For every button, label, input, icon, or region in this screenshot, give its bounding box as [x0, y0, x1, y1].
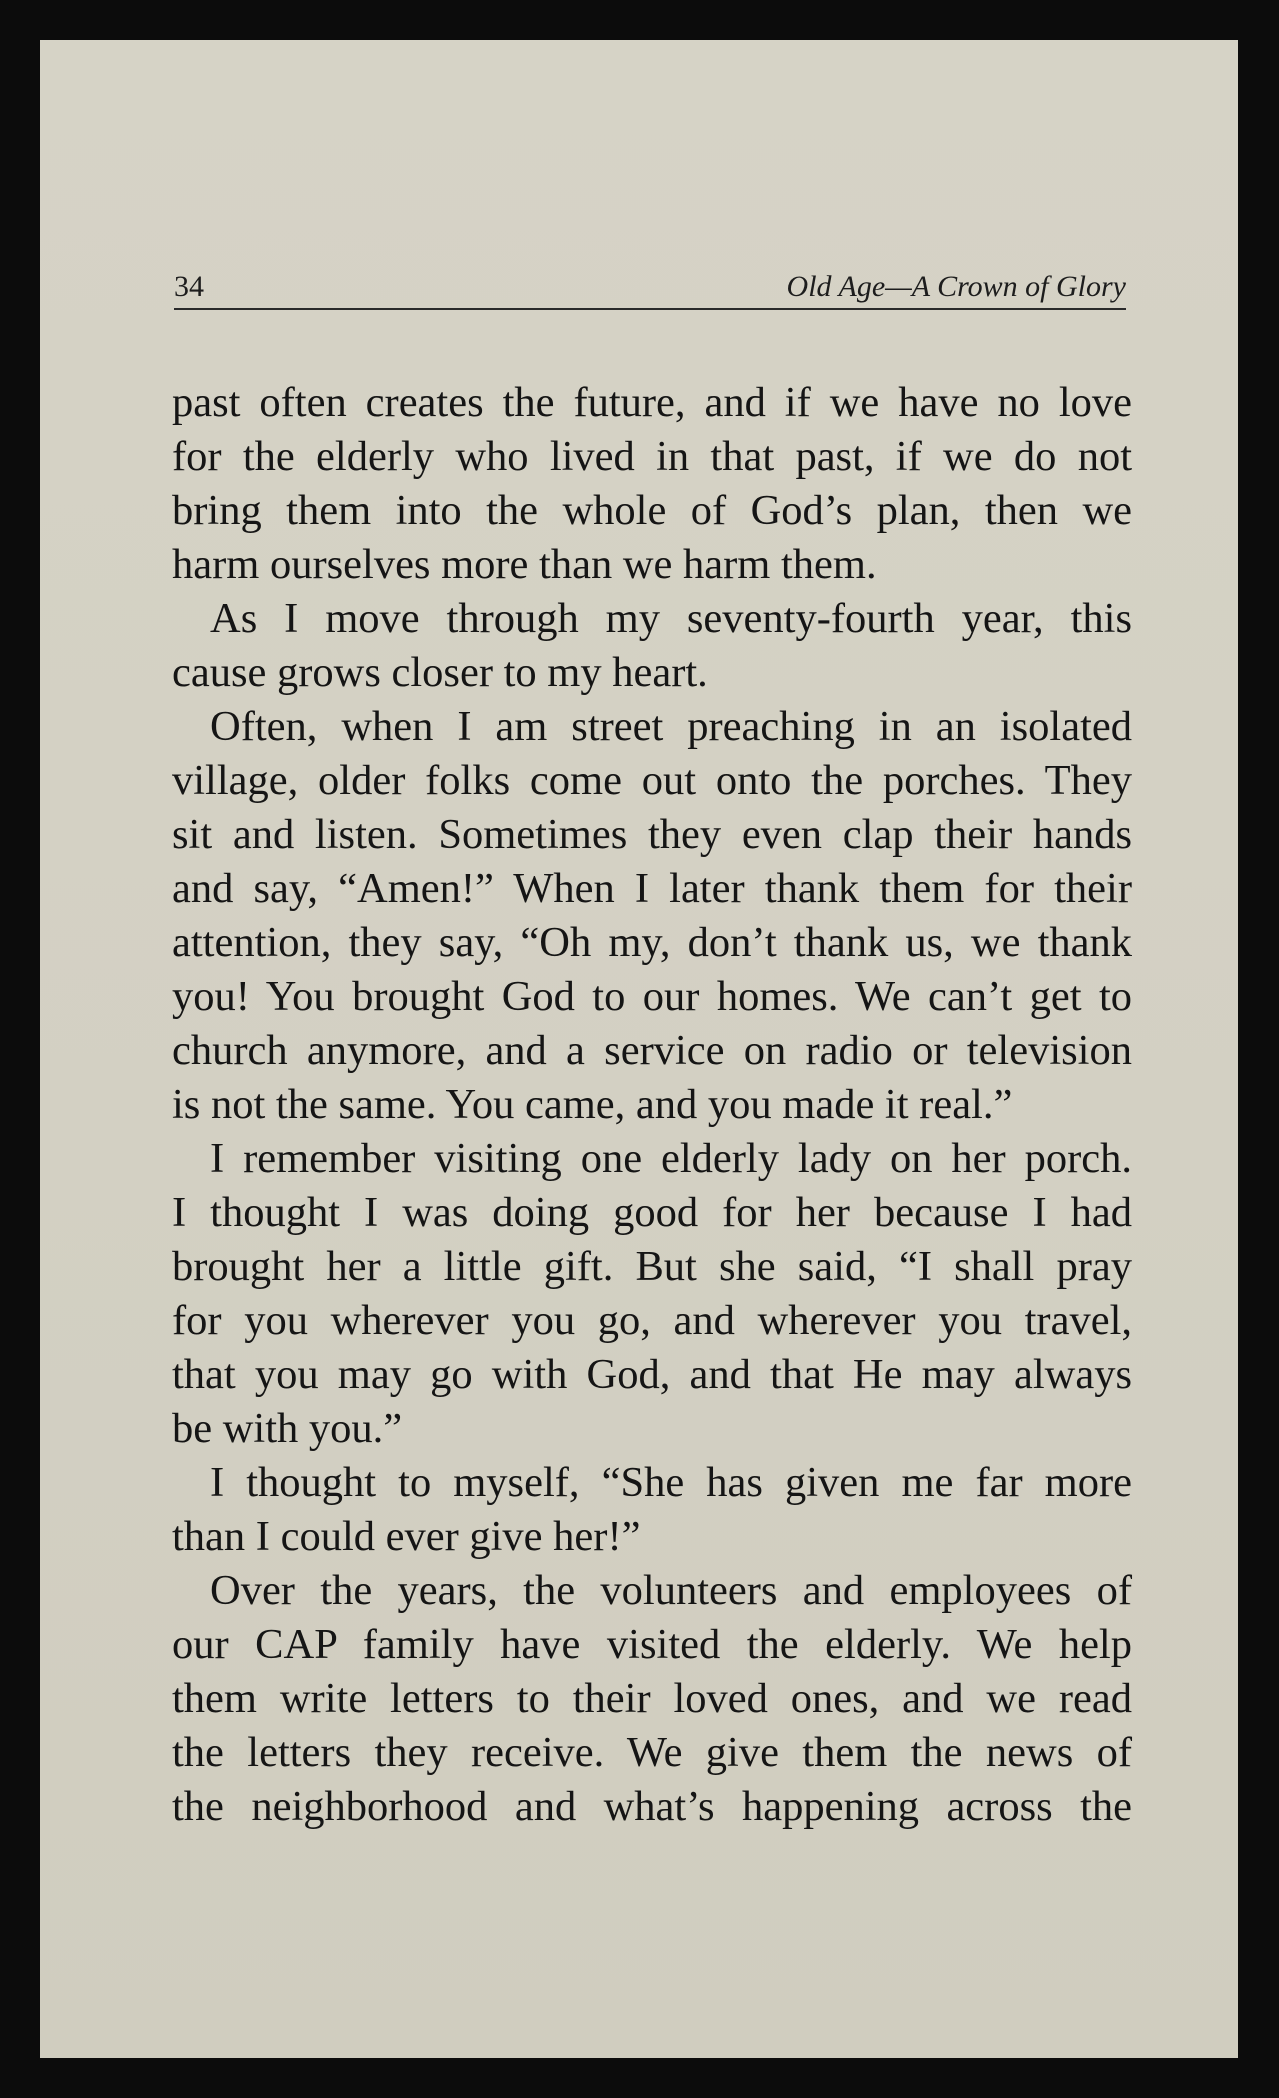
text-line: you! You brought God to our homes. We can’t get to — [172, 973, 1132, 1020]
text-line: the neighborhood and what’s happening across the — [172, 1783, 1132, 1830]
text-line: be with you.” — [172, 1405, 403, 1452]
page-header — [174, 264, 1126, 310]
text-line: village, older folks come out onto the porches. They — [172, 757, 1132, 804]
text-line: attention, they say, “Oh my, don’t thank us, we thank — [172, 919, 1132, 966]
text-line: that you may go with God, and that He may always — [172, 1351, 1132, 1398]
text-line: is not the same. You came, and you made it real.” — [172, 1081, 1013, 1128]
text-line: Often, when I am street preaching in an isolated — [210, 703, 1132, 750]
text-line: I thought I was doing good for her because I had — [172, 1189, 1132, 1236]
page-number: 34 — [174, 270, 204, 303]
text-line: for the elderly who lived in that past, if we do not — [172, 433, 1132, 480]
text-line: the letters they receive. We give them the news of — [172, 1729, 1132, 1776]
text-line: church anymore, and a service on radio or television — [172, 1027, 1132, 1074]
text-line: than I could ever give her!” — [172, 1513, 641, 1560]
body-text — [172, 376, 1132, 1834]
text-line: our CAP family have visited the elderly. We help — [172, 1621, 1132, 1668]
book-page — [40, 40, 1238, 2058]
text-line: Over the years, the volunteers and employees of — [210, 1567, 1132, 1614]
text-line: bring them into the whole of God’s plan, then we — [172, 487, 1132, 534]
text-line: harm ourselves more than we harm them. — [172, 541, 877, 588]
text-line: brought her a little gift. But she said, “I shall pray — [172, 1243, 1132, 1290]
text-line: cause grows closer to my heart. — [172, 649, 708, 696]
text-line: them write letters to their loved ones, and we read — [172, 1675, 1132, 1722]
text-line: I remember visiting one elderly lady on her porch. — [210, 1135, 1132, 1182]
running-title: Old Age—A Crown of Glory — [786, 270, 1126, 303]
text-line: and say, “Amen!” When I later thank them for their — [172, 865, 1132, 912]
text-line: for you wherever you go, and wherever you travel, — [172, 1297, 1132, 1344]
text-line: I thought to myself, “She has given me far more — [210, 1459, 1132, 1506]
text-line: As I move through my seventy-fourth year, this — [210, 595, 1132, 642]
text-line: sit and listen. Sometimes they even clap their hands — [172, 811, 1132, 858]
text-line: past often creates the future, and if we have no love — [172, 379, 1132, 426]
